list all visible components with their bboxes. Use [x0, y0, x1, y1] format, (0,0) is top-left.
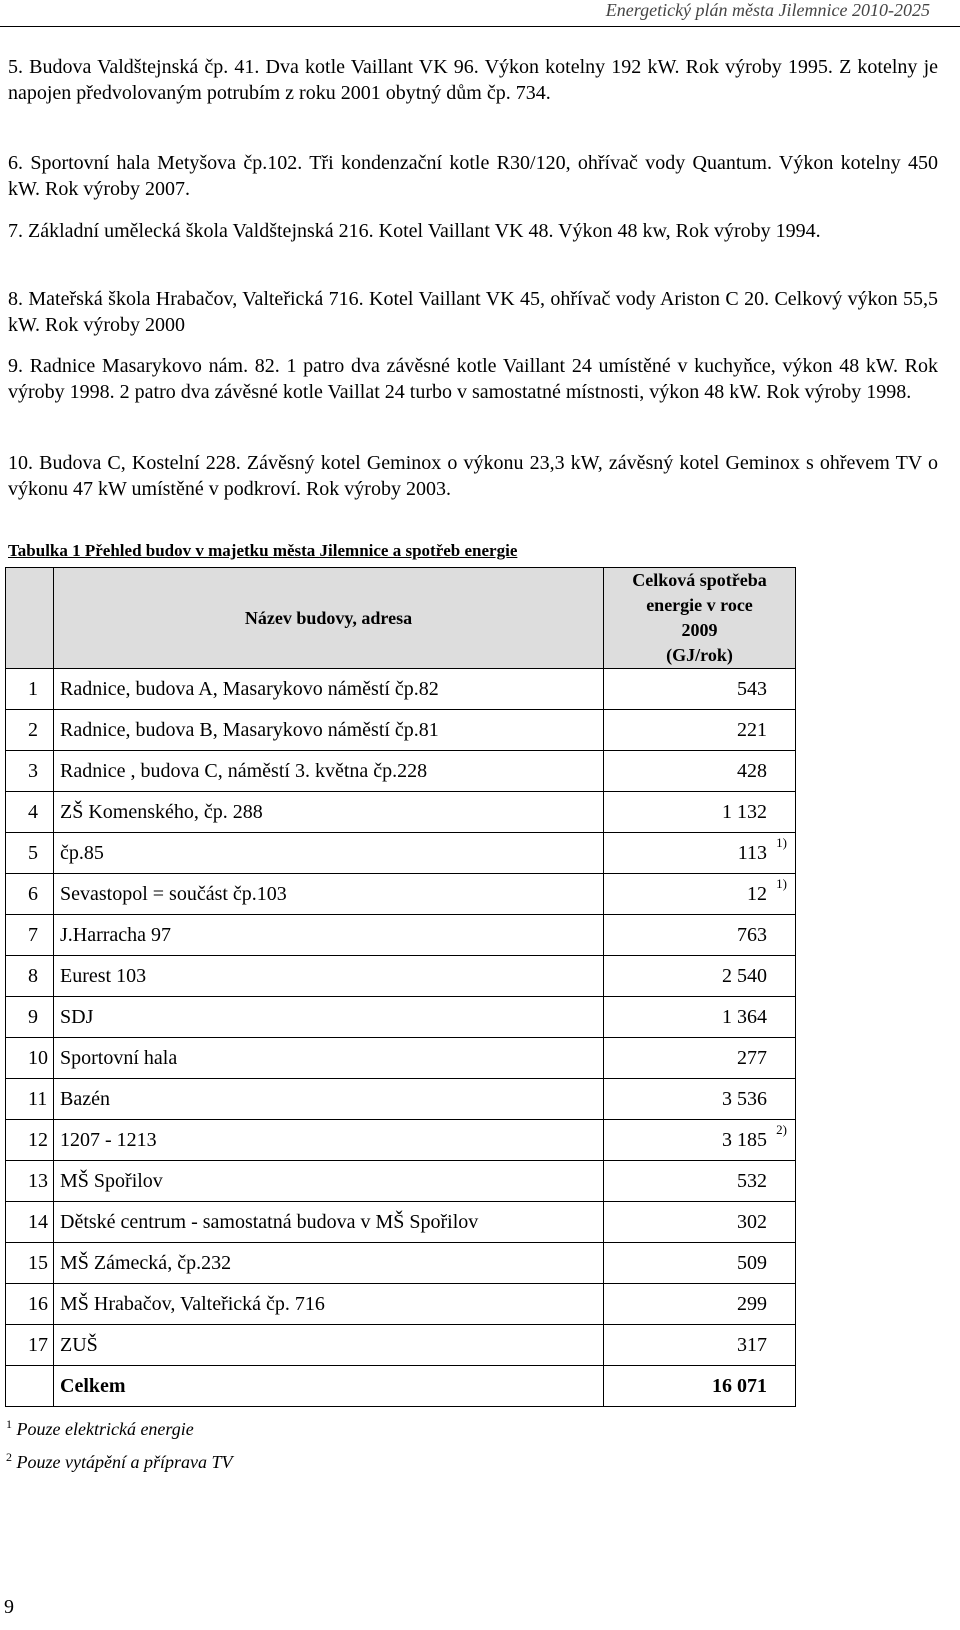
building-name: J.Harracha 97 [54, 915, 604, 956]
row-number: 1 [6, 669, 54, 710]
table-row [6, 915, 796, 956]
row-number: 13 [6, 1161, 54, 1202]
energy-value: 428 [737, 759, 767, 782]
page-header [0, 0, 960, 27]
row-number: 7 [6, 915, 54, 956]
page-number: 9 [4, 1596, 14, 1618]
header-name-cell: Název budovy, adresa [54, 568, 604, 669]
row-number: 4 [6, 792, 54, 833]
building-name: Radnice, budova B, Masarykovo náměstí čp.81 [54, 710, 604, 751]
energy-value: 277 [737, 1046, 767, 1069]
table-header-row [6, 568, 796, 669]
header-number-cell [6, 568, 54, 669]
energy-value-cell [604, 1284, 796, 1325]
building-name: ZUŠ [54, 1325, 604, 1366]
table-row [6, 751, 796, 792]
energy-value: 317 [737, 1333, 767, 1356]
energy-value-cell [604, 833, 796, 874]
header-energy-line: 2009 [681, 620, 718, 640]
energy-value-cell [604, 1202, 796, 1243]
building-name: Radnice , budova C, náměstí 3. května čp.228 [54, 751, 604, 792]
energy-value: 532 [737, 1169, 767, 1192]
header-energy-line: Celková spotřeba [632, 570, 767, 590]
building-name: ZŠ Komenského, čp. 288 [54, 792, 604, 833]
energy-value-cell [604, 751, 796, 792]
table-row [6, 956, 796, 997]
energy-value-cell [604, 792, 796, 833]
table-row [6, 1038, 796, 1079]
table-row [6, 1161, 796, 1202]
table-caption: Tabulka 1 Přehled budov v majetku města Jilemnice a spotřeb energie [8, 541, 518, 560]
paragraph-6: 6. Sportovní hala Metyšova čp.102. Tři kondenzační kotle R30/120, ohřívač vody Quantum. Výkon kotelny 450 kW. Rok výroby 2007. [8, 152, 938, 200]
paragraph-9: 9. Radnice Masarykovo nám. 82. 1 patro dva závěsné kotle Vaillant 24 umístěné v kuchyňce, výkon 48 kW. Rok výroby 1998. 2 patro dva závěsné kotle Vaillat 24 turbo v samostatné místnosti, výkon 48 kW. Rok výroby 1998. [8, 355, 938, 403]
total-value: 16 071 [604, 1366, 796, 1407]
footnote-mark: 2 [6, 1450, 12, 1464]
building-name: Radnice, budova A, Masarykovo náměstí čp.82 [54, 669, 604, 710]
row-number: 16 [6, 1284, 54, 1325]
row-number: 10 [6, 1038, 54, 1079]
table-row [6, 874, 796, 915]
table-row [6, 833, 796, 874]
building-name: Sportovní hala [54, 1038, 604, 1079]
energy-value-cell [604, 710, 796, 751]
footnote-text: Pouze vytápění a příprava TV [16, 1452, 233, 1472]
row-number: 3 [6, 751, 54, 792]
energy-value-cell [604, 1325, 796, 1366]
table-row [6, 669, 796, 710]
header-energy-line: energie v roce [646, 595, 753, 615]
building-name: MŠ Spořilov [54, 1161, 604, 1202]
energy-value: 3 185 [722, 1128, 767, 1151]
table-row [6, 997, 796, 1038]
energy-value-cell [604, 915, 796, 956]
table-row [6, 710, 796, 751]
row-number: 11 [6, 1079, 54, 1120]
total-number-cell [6, 1366, 54, 1407]
building-name: SDJ [54, 997, 604, 1038]
paragraph-7: 7. Základní umělecká škola Valdštejnská 216. Kotel Vaillant VK 48. Výkon 48 kw, Rok výroby 1994. [8, 220, 821, 242]
energy-value-cell [604, 997, 796, 1038]
footnote-reference: 2) [776, 1122, 787, 1137]
energy-value: 299 [737, 1292, 767, 1315]
energy-value-cell [604, 1243, 796, 1284]
energy-value: 543 [737, 677, 767, 700]
table-row [6, 1120, 796, 1161]
row-number: 9 [6, 997, 54, 1038]
table-row [6, 1202, 796, 1243]
building-name: Dětské centrum - samostatná budova v MŠ Spořilov [54, 1202, 604, 1243]
energy-value-cell [604, 1161, 796, 1202]
building-name: čp.85 [54, 833, 604, 874]
paragraph-8: 8. Mateřská škola Hrabačov, Valteřická 716. Kotel Vaillant VK 45, ohřívač vody Ariston C 20. Celkový výkon 55,5 kW. Rok výroby 2000 [8, 288, 938, 336]
row-number: 15 [6, 1243, 54, 1284]
footnote-text: Pouze elektrická energie [16, 1419, 194, 1439]
energy-value: 221 [737, 718, 767, 741]
header-energy-line: (GJ/rok) [666, 645, 733, 665]
paragraph-10: 10. Budova C, Kostelní 228. Závěsný kotel Geminox o výkonu 23,3 kW, závěsný kotel Geminox s ohřevem TV o výkonu 47 kW umístěné v podkroví. Rok výroby 2003. [8, 452, 938, 500]
energy-value: 509 [737, 1251, 767, 1274]
footnote [6, 1443, 232, 1476]
energy-value: 302 [737, 1210, 767, 1233]
energy-value: 1 364 [722, 1005, 767, 1028]
table-row [6, 1325, 796, 1366]
energy-value: 12 [747, 882, 767, 905]
footnote-mark: 1 [6, 1417, 12, 1431]
paragraph-5: 5. Budova Valdštejnská čp. 41. Dva kotle Vaillant VK 96. Výkon kotelny 192 kW. Rok výroby 1995. Z kotelny je napojen předvolovaným potrubím z roku 2001 obytný dům čp. 734. [8, 56, 938, 104]
buildings-energy-table [5, 567, 796, 1407]
row-number: 5 [6, 833, 54, 874]
row-number: 6 [6, 874, 54, 915]
building-name: Bazén [54, 1079, 604, 1120]
energy-value-cell [604, 1038, 796, 1079]
energy-value-cell [604, 1079, 796, 1120]
table-row [6, 1284, 796, 1325]
header-energy-cell [604, 568, 796, 669]
footnote-reference: 1) [776, 835, 787, 850]
energy-value-cell [604, 669, 796, 710]
table-row [6, 1079, 796, 1120]
building-name: MŠ Hrabačov, Valteřická čp. 716 [54, 1284, 604, 1325]
building-name: MŠ Zámecká, čp.232 [54, 1243, 604, 1284]
row-number: 12 [6, 1120, 54, 1161]
energy-value-cell [604, 1120, 796, 1161]
energy-value: 763 [737, 923, 767, 946]
total-label: Celkem [54, 1366, 604, 1407]
row-number: 14 [6, 1202, 54, 1243]
energy-value: 3 536 [722, 1087, 767, 1110]
building-name: Eurest 103 [54, 956, 604, 997]
energy-value-cell [604, 956, 796, 997]
energy-value: 1 132 [722, 800, 767, 823]
footnote-reference: 1) [776, 876, 787, 891]
total-row [6, 1366, 796, 1407]
energy-value-cell [604, 874, 796, 915]
energy-value: 113 [737, 841, 767, 864]
table-row [6, 792, 796, 833]
building-name: Sevastopol = součást čp.103 [54, 874, 604, 915]
footnote [6, 1410, 232, 1443]
row-number: 8 [6, 956, 54, 997]
row-number: 2 [6, 710, 54, 751]
building-name: 1207 - 1213 [54, 1120, 604, 1161]
energy-value: 2 540 [722, 964, 767, 987]
footnotes [6, 1410, 232, 1476]
header-title: Energetický plán města Jilemnice 2010-2025 [605, 0, 930, 20]
table-row [6, 1243, 796, 1284]
row-number: 17 [6, 1325, 54, 1366]
